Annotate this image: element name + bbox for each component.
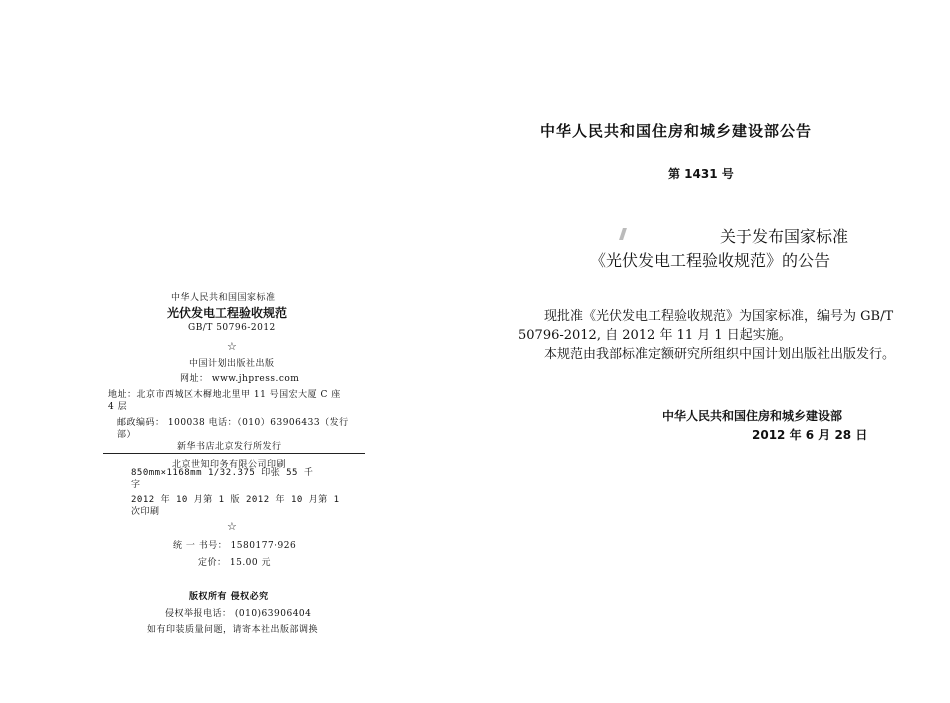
subject-line-2: 《光伏发电工程验收规范》的公告: [590, 251, 831, 270]
star-separator-2: ☆: [227, 520, 237, 533]
website: 网址： www.jhpress.com: [180, 374, 300, 384]
issuing-authority-heading: 中华人民共和国住房和城乡建设部公告: [540, 122, 813, 140]
announcement-number: 第 1431 号: [668, 167, 734, 181]
colophon-divider: [103, 453, 365, 454]
postal-phone-line-1: 邮政编码： 100038 电话：（010）63906433（发行: [117, 418, 349, 428]
body-paragraph-1: 现批准《光伏发电工程验收规范》为国家标准，编号为 GB/T 50796-2012, 自 2012 年 11 月 1 日起实施。: [518, 309, 894, 343]
body-paragraph-2: 本规范由我部标准定额研究所组织中国计划出版社出版发行。: [544, 347, 896, 362]
printer: 北京世知印务有限公司印刷: [172, 460, 287, 470]
edition-line-2: 次印刷: [131, 507, 160, 517]
address-line-2: 4 层: [108, 402, 128, 412]
format-line-2: 字: [131, 480, 141, 490]
copyright-notice: 版权所有 侵权必究: [189, 592, 269, 602]
issue-date: 2012 年 6 月 28 日: [752, 428, 868, 442]
postal-phone-line-2: 部）: [117, 430, 137, 440]
signature: 中华人民共和国住房和城乡建设部: [662, 409, 843, 423]
scan-mark: [619, 228, 627, 240]
piracy-hotline: 侵权举报电话： (010)63906404: [165, 609, 312, 619]
standard-series: 中华人民共和国国家标准: [171, 293, 276, 303]
publisher: 中国计划出版社出版: [189, 359, 275, 369]
star-separator: ☆: [227, 340, 237, 353]
price: 定价： 15.00 元: [198, 558, 271, 568]
format-line-1: 850mm×1168mm 1/32.375 印张 55 千: [131, 468, 314, 478]
colophon-page: [0, 0, 470, 703]
announcement-page: [470, 0, 950, 703]
quality-note: 如有印装质量问题，请寄本社出版部调换: [147, 625, 319, 635]
standard-title: 光伏发电工程验收规范: [167, 306, 288, 320]
address-line-1: 地址：北京市西城区木樨地北里甲 11 号国宏大厦 C 座: [108, 390, 341, 400]
distributor: 新华书店北京发行所发行: [177, 442, 282, 452]
standard-code: GB/T 50796-2012: [188, 323, 276, 333]
book-number: 统 一 书号： 1580177·926: [173, 541, 297, 551]
subject-line-1: 关于发布国家标准: [720, 227, 849, 246]
edition-line-1: 2012 年 10 月第 1 版 2012 年 10 月第 1: [131, 495, 340, 505]
